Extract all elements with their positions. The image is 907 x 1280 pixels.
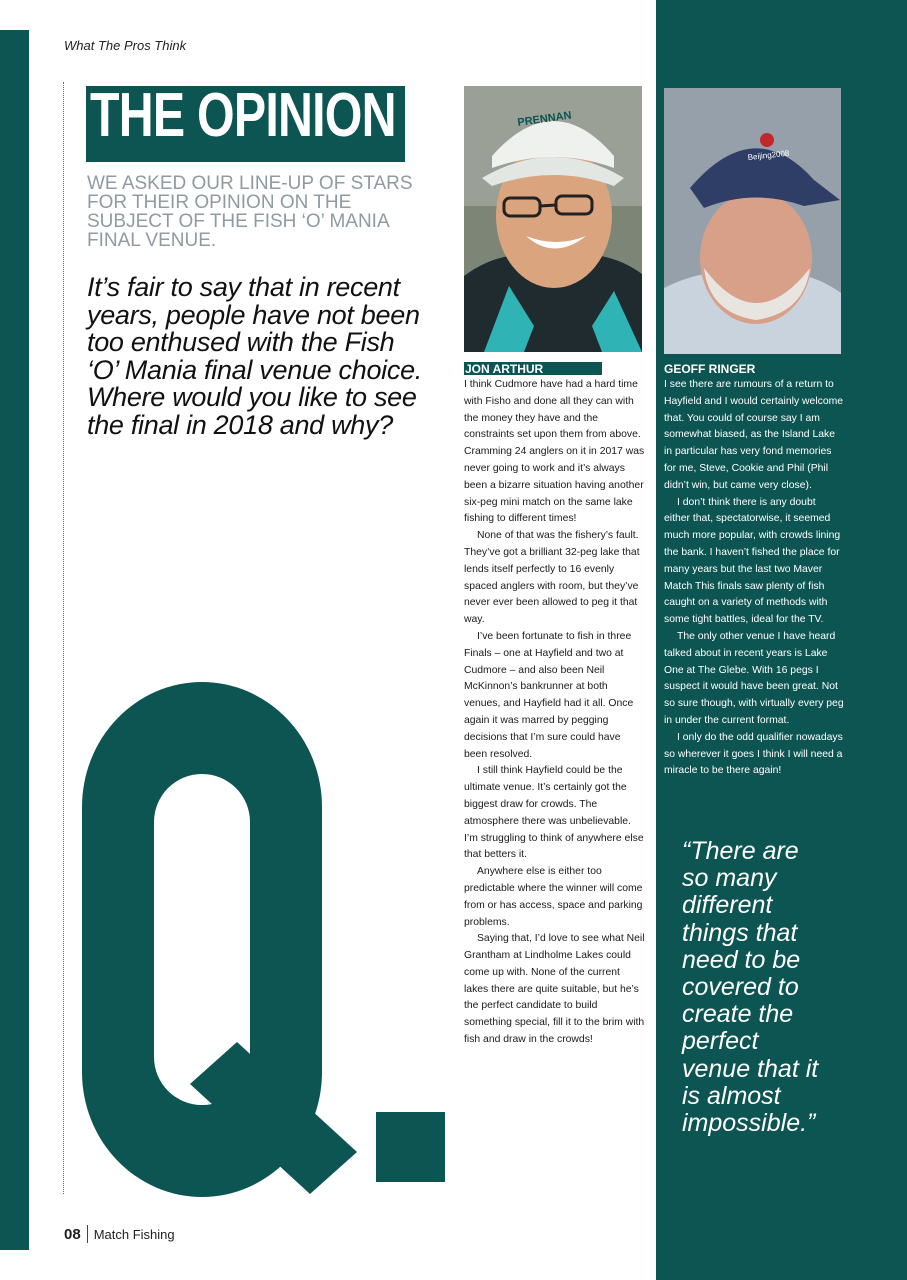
paragraph: I think Cudmore have had a hard time with Fisho and done all they can with the money they have and the constraints set upon them from above. Cramming 24 anglers on it in 2017 was never going to work and it’s always been a bizarre situation having another six-peg mini match on the same lake fishing to different times! xyxy=(464,379,645,525)
jon-arthur-photo xyxy=(464,86,642,352)
jon-arthur-column xyxy=(464,377,645,1049)
page-number: 08 xyxy=(64,1225,81,1243)
pull-quote: “There are so many different things that need to be covered to create the perfect venue that it is almost impossible.” xyxy=(682,837,819,1138)
page-footer xyxy=(64,1225,175,1243)
paragraph: The only other venue I have heard talked about in recent years is Lake One at The Glebe. With 16 pegs I suspect it would have been great. Not so sure though, with virtually every peg in under the current format. xyxy=(664,630,844,726)
paragraph: I still think Hayfield could be the ultimate venue. It’s certainly got the biggest draw for crowds. The atmosphere there was unbelievable. I’m struggling to think of anywhere else that betters it. xyxy=(464,765,644,861)
paragraph: I’ve been fortunate to fish in three Finals – one at Hayfield and two at Cudmore – and also been Neil McKinnon’s bankrunner at both venues, and Hayfield had it all. Once again it was marred by pegging decisions that I’m sure could have been resolved. xyxy=(464,630,634,760)
dotted-divider xyxy=(63,82,64,1194)
geoff-ringer-name: GEOFF RINGER xyxy=(664,362,756,376)
footer-divider xyxy=(87,1225,88,1243)
geoff-ringer-photo xyxy=(664,88,841,354)
paragraph: None of that was the fishery’s fault. They’ve got a brilliant 32-peg lake that lends itself perfectly to 16 evenly spaced anglers with room, but they’ve never ever been allowed to peg it that way. xyxy=(464,530,640,626)
q-period xyxy=(376,1112,445,1182)
page-title xyxy=(86,81,405,162)
paragraph: I don’t think there is any doubt either that, spectatorwise, it seemed much more popular, with crowds lining the bank. I haven’t fished the place for many years but the last two Maver Match This finals saw plenty of fish caught on a variety of methods with some tight battles, ideal for the TV. xyxy=(664,496,841,626)
intro-text: WE ASKED OUR LINE-UP OF STARS FOR THEIR OPINION ON THE SUBJECT OF THE FISH ‘O’ MANIA FINAL VENUE. xyxy=(87,173,413,251)
jon-arthur-name: JON ARTHUR xyxy=(464,362,602,375)
paragraph: I see there are rumours of a return to Hayfield and I would certainly welcome that. You could of course say I am somewhat biased, as the Island Lake in particular has very fond memories for me, Steve, Cookie and Phil (Phil didn’t win, but came very close). xyxy=(664,379,844,491)
geoff-ringer-column xyxy=(664,377,844,780)
paragraph: Anywhere else is either too predictable where the winner will come from or has access, space and parking problems. xyxy=(464,866,643,928)
question-text: It’s fair to say that in recent years, people have not been too enthused with the Fish ‘O’ Mania final venue choice. Where would you like to see the final in 2018 and why? xyxy=(87,272,422,440)
publication-name: Match Fishing xyxy=(93,1226,175,1242)
paragraph: Saying that, I’d love to see what Neil Grantham at Lindholme Lakes could come up with. None of the current lakes there are quite suitable, but he’s the perfect candidate to build something special, fill it to the brim with fish and draw in the crowds! xyxy=(464,933,645,1046)
left-edge-bar xyxy=(0,30,29,1250)
paragraph: I only do the odd qualifier nowadays so wherever it goes I think I will need a miracle to be there again! xyxy=(664,731,843,777)
big-q-letter xyxy=(82,682,447,1197)
page-title-text: THE OPINION xyxy=(90,81,396,150)
cap-logo-text: Beijing2008 xyxy=(747,148,790,162)
section-header: What The Pros Think xyxy=(64,38,187,53)
cap-logo-text: PRENNAN xyxy=(516,109,573,129)
